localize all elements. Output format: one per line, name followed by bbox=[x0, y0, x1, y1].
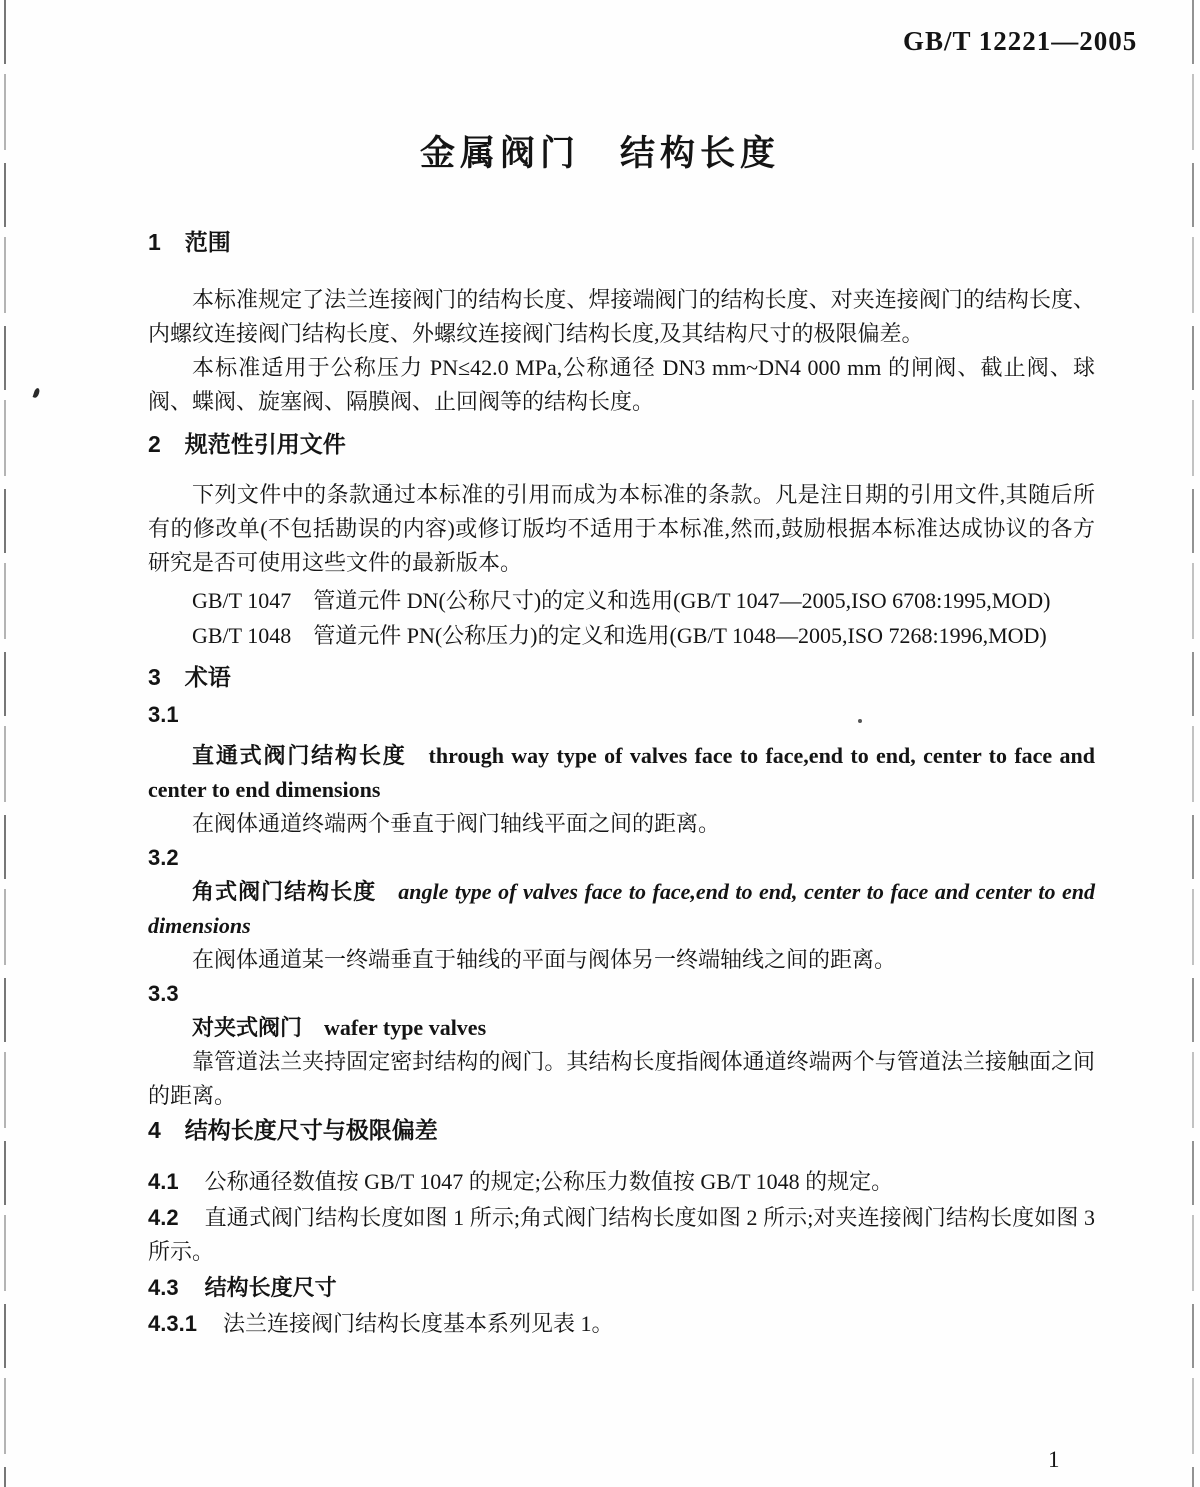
section-2-number: 2 bbox=[148, 431, 161, 457]
term-3-1-zh: 直通式阀门结构长度 bbox=[192, 743, 407, 768]
clause-4-1-text: 公称通径数值按 GB/T 1047 的规定;公称压力数值按 GB/T 1048 的规定。 bbox=[204, 1169, 894, 1194]
page-number: 1 bbox=[1048, 1447, 1060, 1472]
section-3-number: 3 bbox=[148, 664, 161, 690]
clause-4-3-1 bbox=[148, 1307, 1095, 1341]
section-1-number: 1 bbox=[148, 229, 161, 255]
clause-4-1-number: 4.1 bbox=[148, 1169, 179, 1194]
section-1-paragraph-2: 本标准适用于公称压力 PN≤42.0 MPa,公称通径 DN3 mm~DN4 000 mm 的闸阀、截止阀、球阀、蝶阀、旋塞阀、隔膜阀、止回阀等的结构长度。 bbox=[148, 355, 1095, 414]
term-3-1-en: through way type of valves face to face,end to end, center to face and center to end dimensions bbox=[148, 743, 1095, 802]
term-3-2-en: angle type of valves face to face,end to end, center to face and center to end dimensions bbox=[148, 879, 1095, 938]
clause-4-3 bbox=[148, 1271, 1095, 1305]
section-1-heading bbox=[148, 225, 1095, 259]
section-3-title: 术语 bbox=[184, 664, 231, 690]
clause-4-3-1-number: 4.3.1 bbox=[148, 1311, 197, 1336]
section-3-heading bbox=[148, 660, 1095, 694]
document-body bbox=[148, 212, 1095, 1341]
section-4-title: 结构长度尺寸与极限偏差 bbox=[184, 1117, 438, 1143]
section-1-paragraph-1: 本标准规定了法兰连接阀门的结构长度、焊接端阀门的结构长度、对夹连接阀门的结构长度、内螺纹连接阀门结构长度、外螺纹连接阀门结构长度,及其结构尺寸的极限偏差。 bbox=[148, 287, 1095, 346]
reference-gbt-1048: GB/T 1048 管道元件 PN(公称压力)的定义和选用(GB/T 1048—2005,ISO 7268:1996,MOD) bbox=[192, 623, 1047, 648]
reference-gbt-1047: GB/T 1047 管道元件 DN(公称尺寸)的定义和选用(GB/T 1047—2005,ISO 6708:1995,MOD) bbox=[192, 588, 1051, 613]
section-4-number: 4 bbox=[148, 1117, 161, 1143]
clause-3-1-number: 3.1 bbox=[148, 702, 179, 727]
term-3-1 bbox=[148, 739, 1095, 807]
scan-edge-right-artifact bbox=[1192, 0, 1194, 1487]
section-2-paragraph-1: 下列文件中的条款通过本标准的引用而成为本标准的条款。凡是注日期的引用文件,其随后所有的修改单(不包括勘误的内容)或修订版均不适用于本标准,然而,鼓励根据本标准达成协议的各方研究是否可使用这些文件的最新版本。 bbox=[148, 482, 1095, 575]
document-title: 金属阀门 结构长度 bbox=[419, 134, 780, 173]
term-3-2-zh: 角式阀门结构长度 bbox=[192, 879, 377, 904]
clause-4-2-text: 直通式阀门结构长度如图 1 所示;角式阀门结构长度如图 2 所示;对夹连接阀门结构长度如图 3 所示。 bbox=[148, 1205, 1095, 1264]
term-3-3-en: wafer type valves bbox=[324, 1015, 487, 1040]
clause-4-3-number: 4.3 bbox=[148, 1275, 179, 1300]
clause-3-2-number: 3.2 bbox=[148, 845, 179, 870]
standard-code: GB/T 12221—2005 bbox=[903, 26, 1138, 56]
term-3-2 bbox=[148, 875, 1095, 943]
scan-speck-artifact bbox=[33, 387, 41, 398]
clause-4-2-number: 4.2 bbox=[148, 1205, 179, 1230]
definition-3-1: 在阀体通道终端两个垂直于阀门轴线平面之间的距离。 bbox=[192, 811, 721, 836]
clause-4-2 bbox=[148, 1201, 1095, 1269]
clause-3-3-number: 3.3 bbox=[148, 981, 179, 1006]
definition-3-3: 靠管道法兰夹持固定密封结构的阀门。其结构长度指阀体通道终端两个与管道法兰接触面之间的距离。 bbox=[148, 1049, 1095, 1108]
term-3-3 bbox=[148, 1011, 1095, 1045]
term-3-3-zh: 对夹式阀门 bbox=[192, 1015, 303, 1040]
scan-edge-left-artifact bbox=[4, 0, 6, 1487]
section-1-title: 范围 bbox=[184, 229, 231, 255]
definition-3-2: 在阀体通道某一终端垂直于轴线的平面与阀体另一终端轴线之间的距离。 bbox=[192, 947, 897, 972]
clause-4-3-1-text: 法兰连接阀门结构长度基本系列见表 1。 bbox=[222, 1311, 614, 1336]
section-2-heading bbox=[148, 427, 1095, 461]
section-2-title: 规范性引用文件 bbox=[184, 431, 346, 457]
clause-4-3-text: 结构长度尺寸 bbox=[204, 1275, 337, 1300]
section-4-heading bbox=[148, 1113, 1095, 1147]
clause-4-1 bbox=[148, 1165, 1095, 1199]
